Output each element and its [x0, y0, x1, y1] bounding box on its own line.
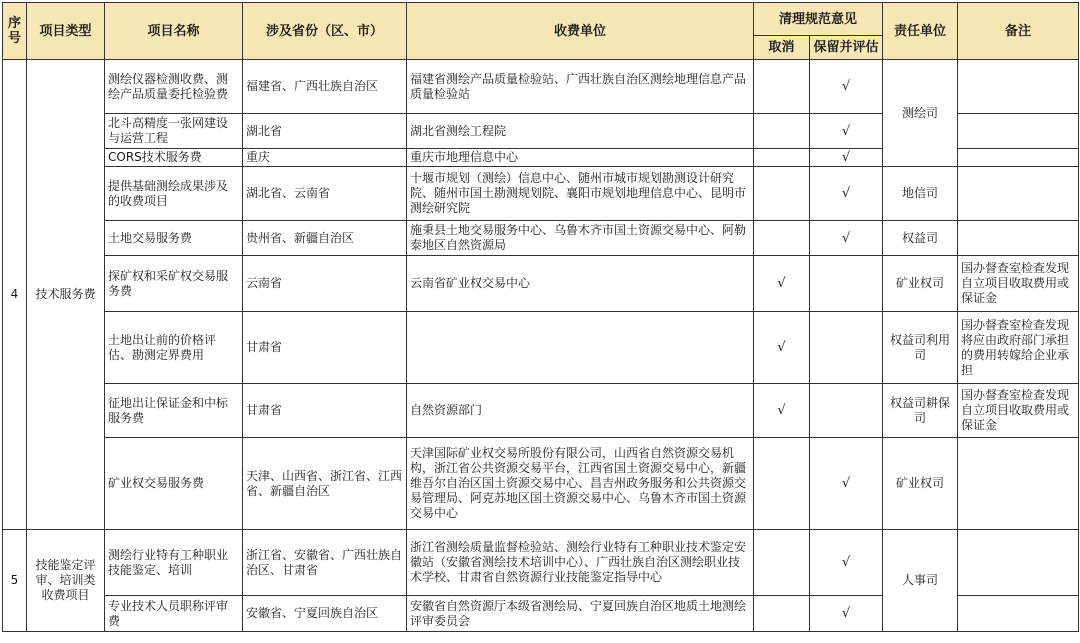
- item-name: 北斗高精度一张网建设与运营工程: [105, 114, 243, 149]
- table-row: [3, 256, 1079, 312]
- item-province: 安徽省、宁夏回族自治区: [243, 596, 407, 632]
- table-row: [3, 60, 1079, 114]
- item-name: 矿业权交易服务费: [105, 438, 243, 530]
- keep-cell: [810, 312, 883, 384]
- item-name: 征地出让保证金和中标服务费: [105, 384, 243, 438]
- resp-unit: 权益司耕保司: [883, 384, 958, 438]
- note-cell: [958, 149, 1079, 167]
- item-unit: 自然资源部门: [407, 384, 754, 438]
- resp-unit: 权益司: [883, 221, 958, 256]
- note-cell: [958, 438, 1079, 530]
- cancel-cell: [754, 221, 810, 256]
- cancel-cell: [754, 438, 810, 530]
- note-cell: [958, 167, 1079, 221]
- resp-unit: 人事司: [883, 530, 958, 632]
- header-unit: 收费单位: [407, 3, 754, 60]
- header-resp: 责任单位: [883, 3, 958, 60]
- note-cell: 国办督查室检查发现将应由政府部门承担的费用转嫁给企业承担: [958, 312, 1079, 384]
- item-province: 浙江省、安徽省、广西壮族自治区、甘肃省: [243, 530, 407, 596]
- table-row: [3, 221, 1079, 256]
- keep-check: √: [810, 114, 883, 149]
- header-keep: 保留并评估: [810, 36, 883, 60]
- group-seq-5: 5: [3, 530, 27, 632]
- cancel-check: √: [754, 312, 810, 384]
- cancel-cell: [754, 60, 810, 114]
- note-cell: [958, 530, 1079, 596]
- item-name: 探矿权和采矿权交易服务费: [105, 256, 243, 312]
- item-unit: 福建省测绘产品质量检验站、广西壮族自治区测绘地理信息产品质量检验站: [407, 60, 754, 114]
- item-unit: [407, 312, 754, 384]
- resp-unit: 矿业权司: [883, 256, 958, 312]
- item-province: 福建省、广西壮族自治区: [243, 60, 407, 114]
- group-type-4: 技术服务费: [27, 60, 105, 530]
- keep-check: √: [810, 60, 883, 114]
- header-opinion: 清理规范意见: [754, 3, 883, 36]
- item-unit: 天津国际矿业权交易所股份有限公司，山西省自然资源交易机构，浙江省公共资源交易平台，江西省国土资源交易中心，新疆维吾尔自治区国土资源交易中心、昌吉州政务服务和公共资源交易管理局、阿克苏地区国土资源交易中心、乌鲁木齐市国土资源交易中心: [407, 438, 754, 530]
- cancel-check: √: [754, 256, 810, 312]
- item-name: 提供基础测绘成果涉及的收费项目: [105, 167, 243, 221]
- item-unit: 施秉县土地交易服务中心、乌鲁木齐市国土资源交易中心、阿勒泰地区自然资源局: [407, 221, 754, 256]
- keep-check: √: [810, 596, 883, 632]
- item-province: 云南省: [243, 256, 407, 312]
- item-province: 甘肃省: [243, 312, 407, 384]
- resp-unit: 地信司: [883, 167, 958, 221]
- table-row: [3, 384, 1079, 438]
- item-unit: 重庆市地理信息中心: [407, 149, 754, 167]
- cancel-check: √: [754, 384, 810, 438]
- item-province: 天津、山西省、浙江省、江西省、新疆自治区: [243, 438, 407, 530]
- item-province: 湖北省、云南省: [243, 167, 407, 221]
- table-row: [3, 312, 1079, 384]
- header-note: 备注: [958, 3, 1079, 60]
- group-seq-4: 4: [3, 60, 27, 530]
- item-unit: 十堰市规划（测绘）信息中心、随州市城市规划勘测设计研究院、随州市国土勘测规划院、襄阳市规划地理信息中心、昆明市测绘研究院: [407, 167, 754, 221]
- note-cell: 国办督查室检查发现自立项目收取费用或保证金: [958, 256, 1079, 312]
- item-unit: 浙江省测绘质量监督检验站、测绘行业特有工种职业技术鉴定安徽站（安徽省测绘技术培训中心）、广西壮族自治区测绘职业技术学校、甘肃省自然资源行业技能鉴定指导中心: [407, 530, 754, 596]
- cancel-cell: [754, 149, 810, 167]
- header-name: 项目名称: [105, 3, 243, 60]
- note-cell: [958, 60, 1079, 114]
- header-province: 涉及省份（区、市）: [243, 3, 407, 60]
- item-name: 土地出让前的价格评估、勘测定界费用: [105, 312, 243, 384]
- item-unit: 云南省矿业权交易中心: [407, 256, 754, 312]
- header-cancel: 取消: [754, 36, 810, 60]
- cancel-cell: [754, 167, 810, 221]
- item-name: 测绘仪器检测收费、测绘产品质量委托检验费: [105, 60, 243, 114]
- cancel-cell: [754, 530, 810, 596]
- fee-table: [2, 2, 1079, 632]
- keep-cell: [810, 384, 883, 438]
- note-cell: [958, 221, 1079, 256]
- resp-unit: 测绘司: [883, 60, 958, 167]
- resp-unit: 权益司利用司: [883, 312, 958, 384]
- table-row: [3, 167, 1079, 221]
- keep-cell: [810, 256, 883, 312]
- item-unit: 湖北省测绘工程院: [407, 114, 754, 149]
- table-row: [3, 530, 1079, 596]
- item-name: 测绘行业特有工种职业技能鉴定、培训: [105, 530, 243, 596]
- note-cell: [958, 596, 1079, 632]
- keep-check: √: [810, 221, 883, 256]
- item-province: 湖北省: [243, 114, 407, 149]
- item-unit: 安徽省自然资源厅本级省测绘局、宁夏回族自治区地质土地测绘评审委员会: [407, 596, 754, 632]
- group-type-5: 技能鉴定评审、培训类收费项目: [27, 530, 105, 632]
- resp-unit: 矿业权司: [883, 438, 958, 530]
- item-name: 专业技术人员职称评审费: [105, 596, 243, 632]
- item-province: 重庆: [243, 149, 407, 167]
- note-cell: 国办督查室检查发现自立项目收取费用或保证金: [958, 384, 1079, 438]
- item-province: 甘肃省: [243, 384, 407, 438]
- keep-check: √: [810, 530, 883, 596]
- header-type: 项目类型: [27, 3, 105, 60]
- cancel-cell: [754, 596, 810, 632]
- table-row: [3, 438, 1079, 530]
- header-seq: 序号: [3, 3, 27, 60]
- keep-check: √: [810, 438, 883, 530]
- cancel-cell: [754, 114, 810, 149]
- note-cell: [958, 114, 1079, 149]
- keep-check: √: [810, 167, 883, 221]
- item-province: 贵州省、新疆自治区: [243, 221, 407, 256]
- item-name: 土地交易服务费: [105, 221, 243, 256]
- item-name: CORS技术服务费: [105, 149, 243, 167]
- keep-check: √: [810, 149, 883, 167]
